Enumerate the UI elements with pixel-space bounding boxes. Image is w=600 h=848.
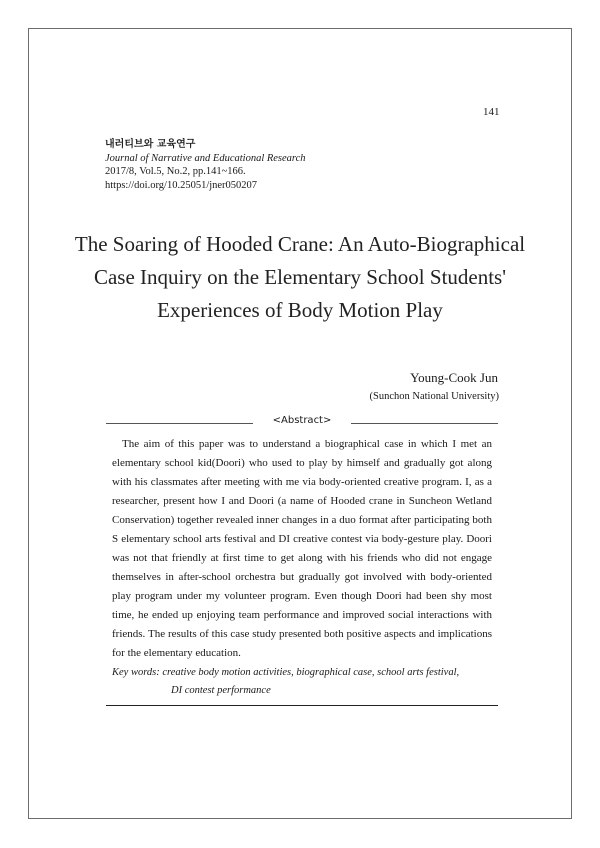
- author-name: Young-Cook Jun: [410, 370, 498, 385]
- keywords-line-2: DI contest performance: [171, 685, 271, 696]
- journal-korean-name: 내러티브와 교육연구: [105, 139, 196, 150]
- journal-english-name: Journal of Narrative and Educational Research: [105, 152, 306, 164]
- title-line-3: Experiences of Body Motion Play: [157, 298, 443, 322]
- keywords: [112, 664, 494, 700]
- abstract-heading-label: <Abstract>: [272, 415, 332, 426]
- journal-doi: https://doi.org/10.25051/jner050207: [105, 179, 258, 191]
- abstract-body: The aim of this paper was to understand a biographical case in which I met an elementary school kid(Doori) who used to play by himself and gradually got along with his classmates after meeting with me via body-oriented creative program. I, as a researcher, present how I and Doori (a name of Hooded crane in Suncheon Wetland Conservation) together revealed inner changes in a duo format after participating both S elementary school arts festival and DI creative contest via body-gesture play. Doori was not that friendly at first time to get along with his friends who did not engage themselves in after-school orchestra but gradually got involved with body-oriented play program under my volunteer program. Even though Doori had been shy most time, he ended up enjoying team performance and improved social interactions with friends. The results of this case study presented both positive aspects and implications for the elementary education.: [112, 438, 492, 659]
- journal-info: [105, 138, 306, 192]
- keywords-line-1: Key words: creative body motion activities, biographical case, school arts festival,: [112, 667, 460, 678]
- abstract-bottom-rule: [106, 705, 498, 706]
- author-affiliation: (Sunchon National University): [369, 391, 499, 402]
- abstract-rule-right: [351, 423, 498, 424]
- journal-issue: 2017/8, Vol.5, No.2, pp.141~166.: [105, 166, 246, 177]
- paper-title: [70, 228, 530, 327]
- title-line-1: The Soaring of Hooded Crane: An Auto-Biographical: [74, 232, 526, 256]
- page-number: 141: [483, 106, 500, 118]
- title-line-2: Case Inquiry on the Elementary School Students': [93, 265, 507, 289]
- abstract-heading: [106, 416, 498, 430]
